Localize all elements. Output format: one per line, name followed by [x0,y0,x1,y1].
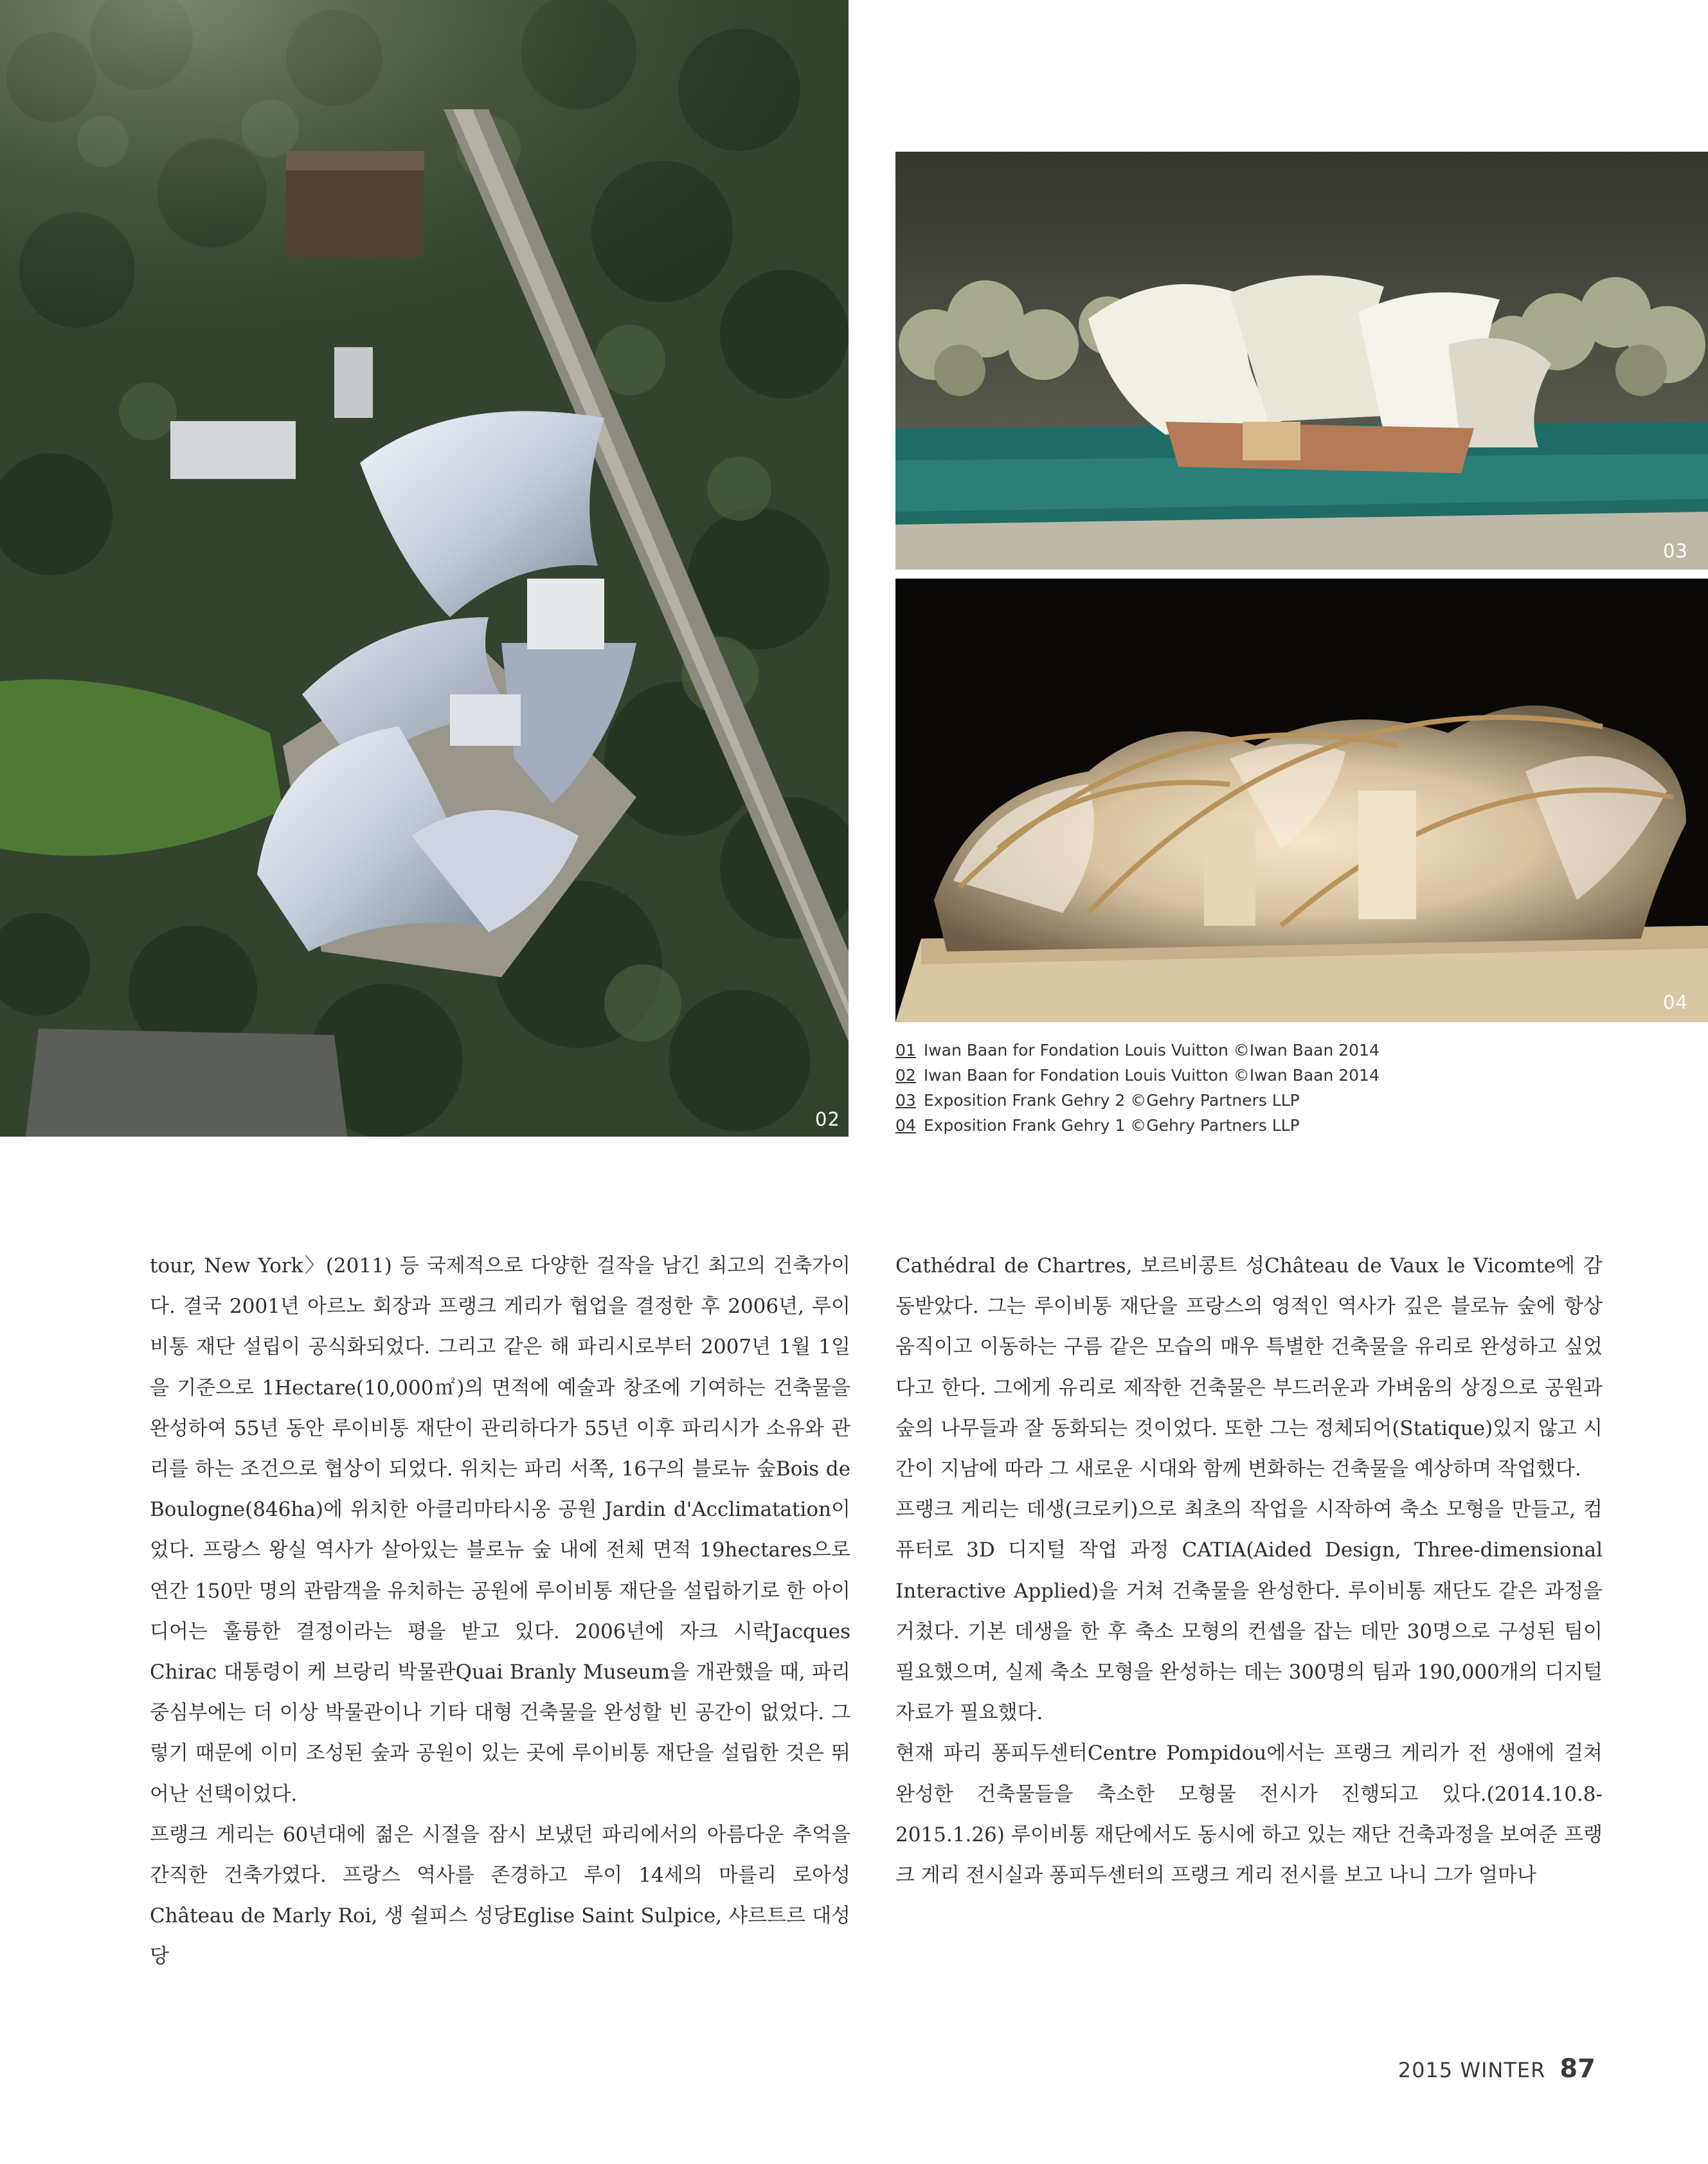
photo-number: 04 [1663,991,1688,1013]
model-photo-trees-image [895,152,1708,570]
aerial-photo-image [0,0,849,1137]
credit-line [895,1063,1693,1088]
credit-number: 04 [895,1116,916,1135]
photo-number: 02 [815,1108,840,1130]
model-photo-trees [895,152,1708,570]
model-photo-lit [895,579,1708,1022]
issue-label: 2015 WINTER [1398,2058,1546,2082]
credit-text: Iwan Baan for Fondation Louis Vuitton ©Iwan Baan 2014 [923,1041,1380,1059]
article-column-left [150,1246,850,1978]
aerial-photo [0,0,849,1137]
photo-number: 03 [1663,540,1688,562]
article-paragraph: 프랭크 게리는 데생(크로키)으로 최초의 작업을 시작하여 축소 모형을 만들고, 컴퓨터로 3D 디지털 작업 과정 CATIA(Aided Design, Three-dimensional Interactive Applied)을 거쳐 건축물을 완성한다. 루이비통 재단도 같은 과정을 거쳤다. 기본 데생을 한 후 축소 모형의 컨셉을 잡는 데만 30명으로 구성된 팀이 필요했으며, 실제 축소 모형을 완성하는 데는 300명의 팀과 190,000개의 디지털 자료가 필요했다. [895,1498,1603,1725]
credit-text: Exposition Frank Gehry 2 ©Gehry Partners LLP [923,1091,1300,1110]
article-paragraph: 프랭크 게리는 60년대에 젊은 시절을 잠시 보냈던 파리에서의 아름다운 추억을 간직한 건축가였다. 프랑스 역사를 존경하고 루이 14세의 마를리 로아성Château de Marly Roi, 생 쉴피스 성당Eglise Saint Sulpice, 샤르트르 대성당 [150,1823,850,1969]
article-column-right [895,1246,1603,1896]
credit-text: Exposition Frank Gehry 1 ©Gehry Partners LLP [923,1116,1300,1135]
page-number: 87 [1560,2054,1596,2084]
credit-line [895,1038,1693,1063]
credit-number: 02 [895,1066,916,1085]
article-paragraph: tour, New York〉(2011) 등 국제적으로 다양한 걸작을 남긴 최고의 건축가이다. 결국 2001년 아르노 회장과 프랭크 게리가 협업을 결정한 후 2006년, 루이비통 재단 설립이 공식화되었다. 그리고 같은 해 파리시로부터 2007년 1월 1일을 기준으로 1Hectare(10,000㎡)의 면적에 예술과 창조에 기여하는 건축물을 완성하여 55년 동안 루이비통 재단이 관리하다가 55년 이후 파리시가 소유와 관리를 하는 조건으로 협상이 되었다. 위치는 파리 서쪽, 16구의 블로뉴 숲Bois de Boulogne(846ha)에 위치한 아클리마타시옹 공원 Jardin d'Acclimatation이었다. 프랑스 왕실 역사가 살아있는 블로뉴 숲 내에 전체 면적 19hectares으로 연간 150만 명의 관람객을 유치하는 공원에 루이비통 재단을 설립하기로 한 아이디어는 훌륭한 결정이라는 평을 받고 있다. 2006년에 자크 시락Jacques Chirac 대통령이 케 브랑리 박물관Quai Branly Museum을 개관했을 때, 파리 중심부에는 더 이상 박물관이나 기타 대형 건축물을 완성할 빈 공간이 없었다. 그렇기 때문에 이미 조성된 숲과 공원이 있는 곳에 루이비통 재단을 설립한 것은 뛰어난 선택이었다. [150,1254,850,1806]
page-footer [1398,2054,1596,2084]
credit-number: 01 [895,1041,916,1059]
credit-line [895,1113,1693,1138]
credit-line [895,1088,1693,1113]
credit-text: Iwan Baan for Fondation Louis Vuitton ©Iwan Baan 2014 [923,1066,1380,1085]
credit-number: 03 [895,1091,916,1110]
article-paragraph: Cathédral de Chartres, 보르비콩트 성Château de Vaux le Vicomte에 감동받았다. 그는 루이비통 재단을 프랑스의 영적인 역사가 깊은 블로뉴 숲에 항상 움직이고 이동하는 구름 같은 모습의 매우 특별한 건축물을 유리로 완성하고 싶었다고 한다. 그에게 유리로 제작한 건축물은 부드러운과 가벼움의 상징으로 공원과 숲의 나무들과 잘 동화되는 것이었다. 또한 그는 정체되어(Statique)있지 않고 시간이 지남에 따라 그 새로운 시대와 함께 변화하는 건축물을 예상하며 작업했다. [895,1254,1603,1481]
model-photo-lit-image [895,579,1708,1022]
photo-credits [895,1038,1693,1138]
article-paragraph: 현재 파리 퐁피두센터Centre Pompidou에서는 프랭크 게리가 전 생애에 걸쳐 완성한 건축물들을 축소한 모형물 전시가 진행되고 있다.(2014.10.8-2015.1.26) 루이비통 재단에서도 동시에 하고 있는 재단 건축과정을 보여준 프랭크 게리 전시실과 퐁피두센터의 프랭크 게리 전시를 보고 나니 그가 얼마나 [895,1742,1603,1888]
